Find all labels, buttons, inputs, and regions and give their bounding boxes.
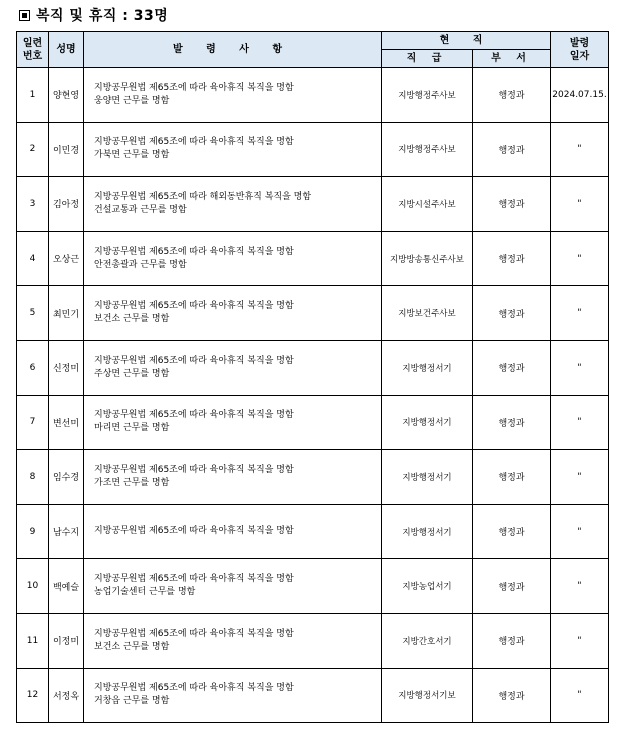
row-date: " [551,668,609,723]
row-date: " [551,122,609,177]
table-row [17,559,609,614]
table-row [17,286,609,341]
row-content [84,613,382,668]
row-dept: 행정과 [473,450,551,505]
row-dept: 행정과 [473,395,551,450]
row-no: 3 [17,177,49,232]
row-grade: 지방시설주사보 [382,177,473,232]
row-content-line1: 지방공무원법 제65조에 따라 육아휴직 복직을 명함 [94,628,294,639]
row-no: 2 [17,122,49,177]
header-no-line1: 일련 [22,37,43,49]
table-row [17,613,609,668]
row-content-line2: 건설교통과 근무를 명함 [94,204,187,215]
table-row [17,395,609,450]
row-content-line1: 지방공무원법 제65조에 따라 육아휴직 복직을 명함 [94,82,294,93]
row-name: 오상근 [49,231,84,286]
row-content [84,450,382,505]
row-content-line1: 지방공무원법 제65조에 따라 육아휴직 복직을 명함 [94,526,294,537]
row-date: 2024.07.15. [551,68,609,123]
row-no: 4 [17,231,49,286]
page-title-text: 복직 및 휴직 : 33명 [36,8,169,24]
row-content [84,286,382,341]
row-name: 김아정 [49,177,84,232]
row-grade: 지방방송통신주사보 [382,231,473,286]
row-content-line2: 가조면 근무를 명함 [94,477,170,488]
row-date: " [551,559,609,614]
row-no: 5 [17,286,49,341]
row-content-line1: 지방공무원법 제65조에 따라 육아휴직 복직을 명함 [94,683,294,694]
row-date: " [551,613,609,668]
row-grade: 지방농업서기 [382,559,473,614]
header-dept: 부 서 [473,50,551,68]
row-content-line2: 마리면 근무를 명함 [94,423,170,434]
header-no [17,32,49,68]
table-row [17,450,609,505]
row-content [84,177,382,232]
row-date: " [551,177,609,232]
row-name: 백예슬 [49,559,84,614]
page-title [19,5,168,25]
row-name: 최민기 [49,286,84,341]
row-no: 10 [17,559,49,614]
row-no: 7 [17,395,49,450]
row-name: 이민경 [49,122,84,177]
row-content-line2: 가북면 근무를 명함 [94,150,170,161]
header-name: 성명 [49,32,84,68]
row-content-line2: 보건소 근무를 명함 [94,641,170,652]
table-row [17,68,609,123]
row-dept: 행정과 [473,231,551,286]
row-grade: 지방행정서기 [382,395,473,450]
row-dept: 행정과 [473,559,551,614]
row-content-line2: 안전총괄과 근무를 명함 [94,259,187,270]
row-content [84,504,382,559]
row-grade: 지방행정서기 [382,340,473,395]
header-date [551,32,609,68]
header-date-line2: 일자 [569,50,590,62]
row-content-line1: 지방공무원법 제65조에 따라 육아휴직 복직을 명함 [94,574,294,585]
table-row [17,340,609,395]
row-content-line1: 지방공무원법 제65조에 따라 육아휴직 복직을 명함 [94,464,294,475]
row-grade: 지방행정서기 [382,504,473,559]
row-dept: 행정과 [473,177,551,232]
row-no: 9 [17,504,49,559]
row-name: 양현영 [49,68,84,123]
row-content [84,340,382,395]
row-content-line1: 지방공무원법 제65조에 따라 육아휴직 복직을 명함 [94,355,294,366]
table-row [17,177,609,232]
row-content [84,231,382,286]
row-grade: 지방행정주사보 [382,122,473,177]
row-content-line2: 보건소 근무를 명함 [94,314,170,325]
row-content-line1: 지방공무원법 제65조에 따라 육아휴직 복직을 명함 [94,301,294,312]
row-content-line1: 지방공무원법 제65조에 따라 육아휴직 복직을 명함 [94,246,294,257]
table-row [17,122,609,177]
row-name: 변선미 [49,395,84,450]
row-dept: 행정과 [473,340,551,395]
row-name: 서정옥 [49,668,84,723]
row-content [84,395,382,450]
row-dept: 행정과 [473,613,551,668]
row-date: " [551,395,609,450]
table-row [17,504,609,559]
row-content-line2: 거창읍 근무를 명함 [94,696,170,707]
row-name: 이정미 [49,613,84,668]
square-bullet-icon [19,10,30,21]
header-date-line1: 발령 [569,37,590,49]
row-grade: 지방간호서기 [382,613,473,668]
row-grade: 지방보건주사보 [382,286,473,341]
row-content-line2: 주상면 근무를 명함 [94,368,170,379]
row-grade: 지방행정주사보 [382,68,473,123]
row-dept: 행정과 [473,286,551,341]
row-no: 11 [17,613,49,668]
personnel-table [16,31,609,723]
row-no: 6 [17,340,49,395]
row-name: 신정미 [49,340,84,395]
row-name: 임수경 [49,450,84,505]
row-content-line1: 지방공무원법 제65조에 따라 육아휴직 복직을 명함 [94,410,294,421]
row-no: 12 [17,668,49,723]
row-grade: 지방행정서기보 [382,668,473,723]
row-content-line2: 웅양면 근무를 명함 [94,95,170,106]
header-grade: 직 급 [382,50,473,68]
row-dept: 행정과 [473,668,551,723]
row-date: " [551,231,609,286]
row-content-line1: 지방공무원법 제65조에 따라 육아휴직 복직을 명함 [94,137,294,148]
header-current: 현 직 [382,32,551,50]
row-content-line2: 농업기술센터 근무를 명함 [94,587,196,598]
row-content [84,68,382,123]
table-row [17,668,609,723]
row-dept: 행정과 [473,68,551,123]
row-date: " [551,504,609,559]
row-grade: 지방행정서기 [382,450,473,505]
row-no: 8 [17,450,49,505]
table-row [17,231,609,286]
row-date: " [551,340,609,395]
row-date: " [551,286,609,341]
row-content [84,122,382,177]
header-no-line2: 번호 [22,50,43,62]
row-content-line1: 지방공무원법 제65조에 따라 해외동반휴직 복직을 명함 [94,191,312,202]
row-no: 1 [17,68,49,123]
row-dept: 행정과 [473,122,551,177]
row-date: " [551,450,609,505]
row-dept: 행정과 [473,504,551,559]
row-name: 남수지 [49,504,84,559]
row-content [84,668,382,723]
header-content: 발 령 사 항 [84,32,382,68]
row-content [84,559,382,614]
